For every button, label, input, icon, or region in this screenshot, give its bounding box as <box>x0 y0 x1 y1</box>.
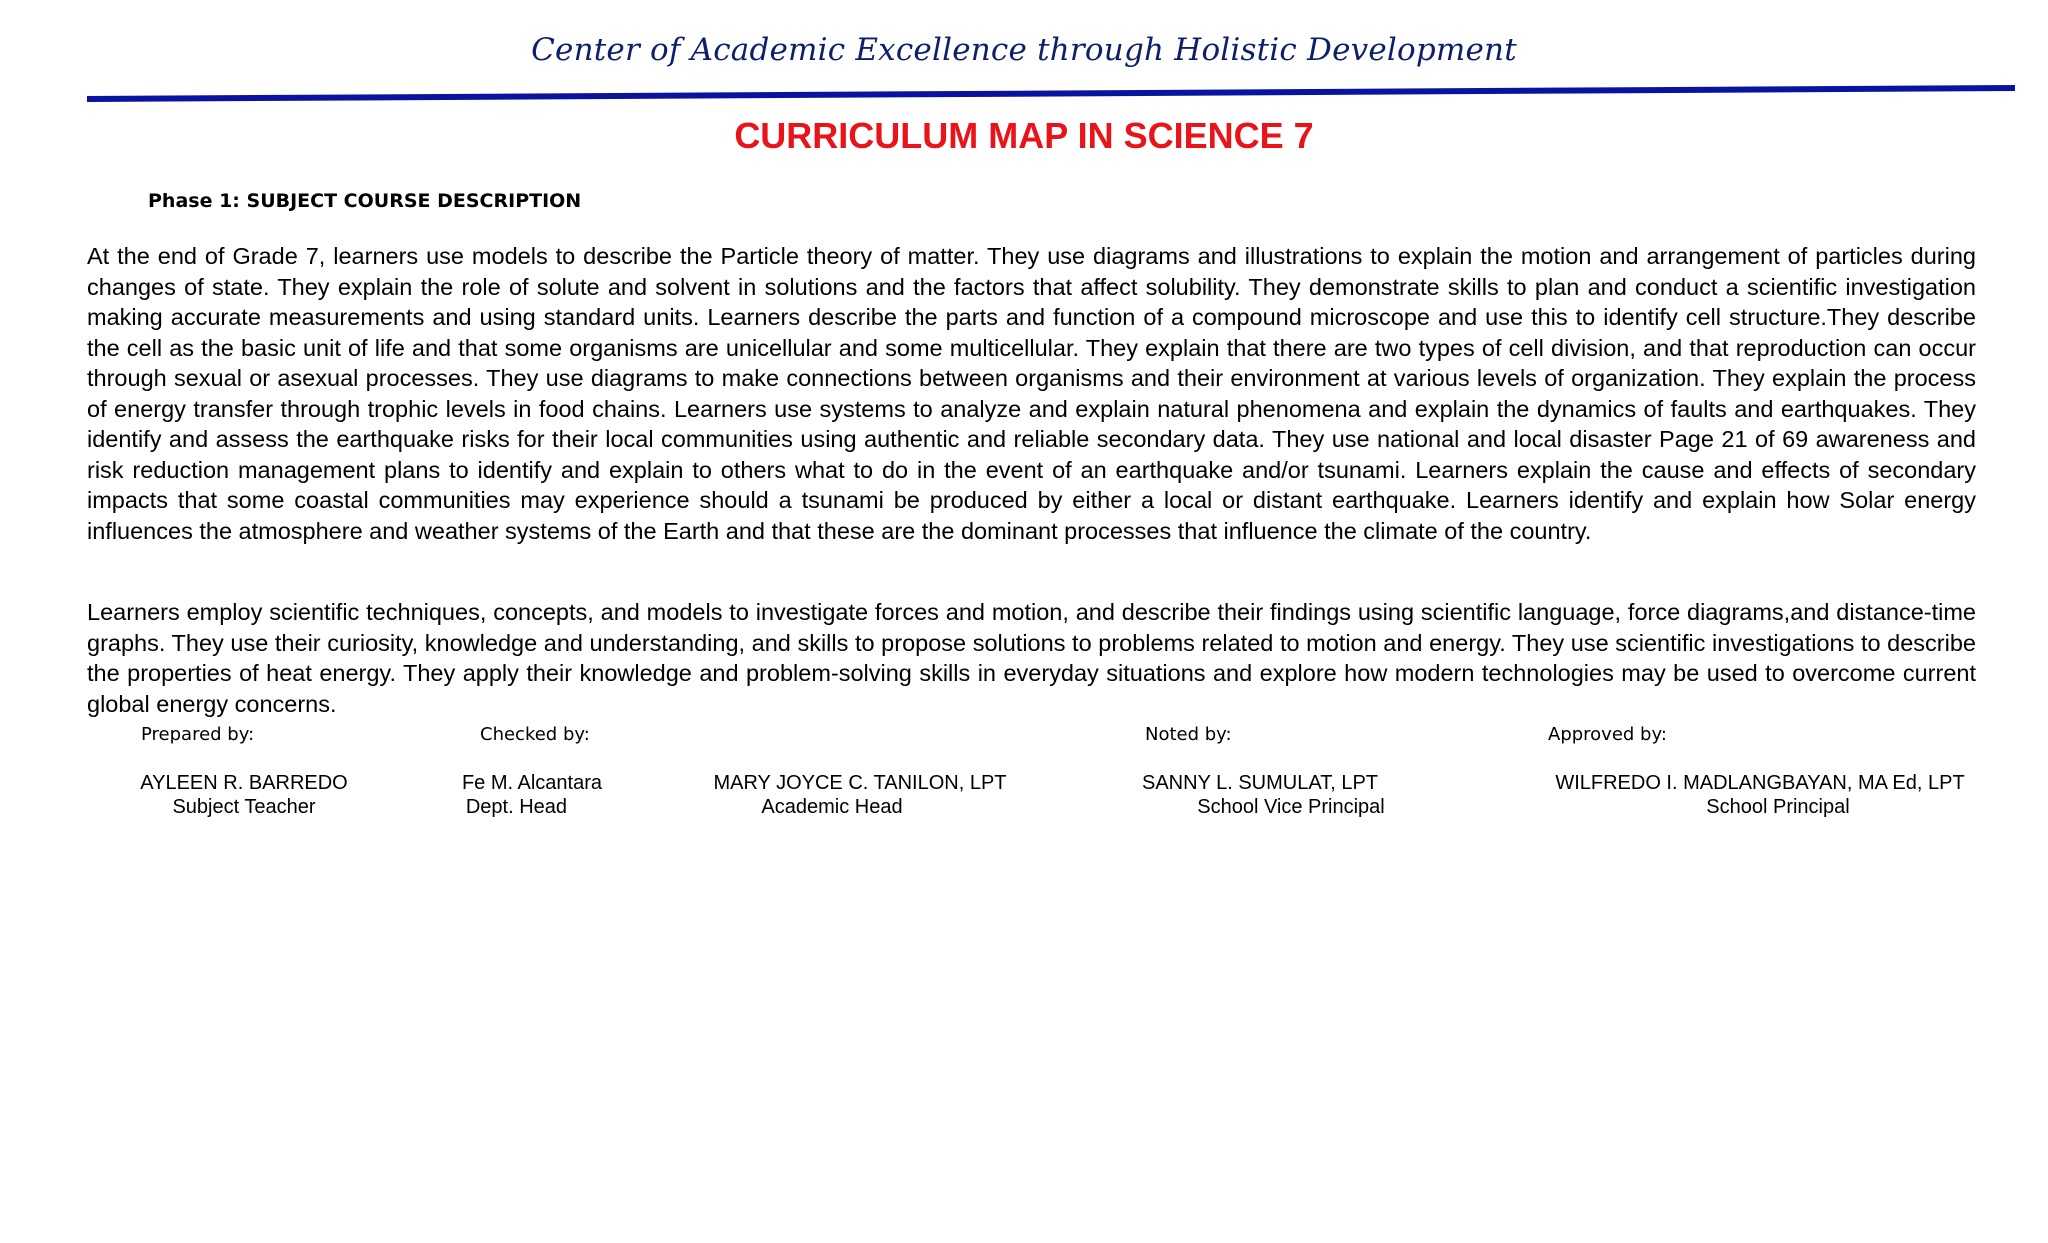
signatory-name-dept-head: Fe M. Alcantara <box>461 772 602 794</box>
phase-heading: Phase 1: SUBJECT COURSE DESCRIPTION <box>148 190 582 212</box>
signatory-role-academic-head: Academic Head <box>761 796 903 818</box>
course-description-paragraph-1: At the end of Grade 7, learners use models to describe the Particle theory of matter. They use diagrams and illustrations to explain the motion and arrangement of particles during changes of state. They explain the role of solute and solvent in solutions and the factors that affect solubility. They demonstrate skills to plan and conduct a scientific investigation making accurate measurements and using standard units. Learners describe the parts and function of a compound microscope and use this to identify cell structure.They describe the cell as the basic unit of life and that some organisms are unicellular and some multicellular. They explain that there are two types of cell division, and that reproduction can occur through sexual or asexual processes. They use diagrams to make connections between organisms and their environment at various levels of organization. They explain the process of energy transfer through trophic levels in food chains. Learners use systems to analyze and explain natural phenomena and explain the dynamics of faults and earthquakes. They identify and assess the earthquake risks for their local communities using authentic and reliable secondary data. They use national and local disaster Page 21 of 69 awareness and risk reduction management plans to identify and explain to others what to do in the event of an earthquake and/or tsunami. Learners explain the cause and effects of secondary impacts that some coastal communities may experience should a tsunami be produced by either a local or distant earthquake. Learners identify and explain how Solar energy influences the atmosphere and weather systems of the Earth and that these are the dominant processes that influence the climate of the country. <box>87 243 1976 544</box>
signatory-role-subject-teacher: Subject Teacher <box>172 796 316 818</box>
approved-by-label: Approved by: <box>1548 724 1667 745</box>
signatory-name-vice-principal: SANNY L. SUMULAT, LPT <box>1142 772 1378 794</box>
noted-by-label: Noted by: <box>1145 724 1232 745</box>
signatory-role-vice-principal: School Vice Principal <box>1197 796 1385 818</box>
signatory-name-principal: WILFREDO I. MADLANGBAYAN, MA Ed, LPT <box>1555 772 1965 794</box>
prepared-by-label: Prepared by: <box>141 724 255 745</box>
signatory-name-subject-teacher: AYLEEN R. BARREDO <box>140 772 348 794</box>
signatory-role-principal: School Principal <box>1706 796 1850 818</box>
checked-by-label: Checked by: <box>480 724 590 745</box>
signatory-name-academic-head: MARY JOYCE C. TANILON, LPT <box>713 772 1007 794</box>
school-motto: Center of Academic Excellence through Holistic Development <box>531 32 1517 68</box>
header-rule <box>87 84 2015 106</box>
signatory-role-dept-head: Dept. Head <box>465 796 567 818</box>
course-description-paragraph-2: Learners employ scientific techniques, concepts, and models to investigate forces and motion, and describe their findings using scientific language, force diagrams,and distance-time graphs. They use their curiosity, knowledge and understanding, and skills to propose solutions to problems related to motion and energy. They use scientific investigations to describe the properties of heat energy. They apply their knowledge and problem-solving skills in everyday situations and explore how modern technologies may be used to overcome current global energy concerns. <box>87 599 1976 717</box>
page-title: CURRICULUM MAP IN SCIENCE 7 <box>734 115 1314 156</box>
